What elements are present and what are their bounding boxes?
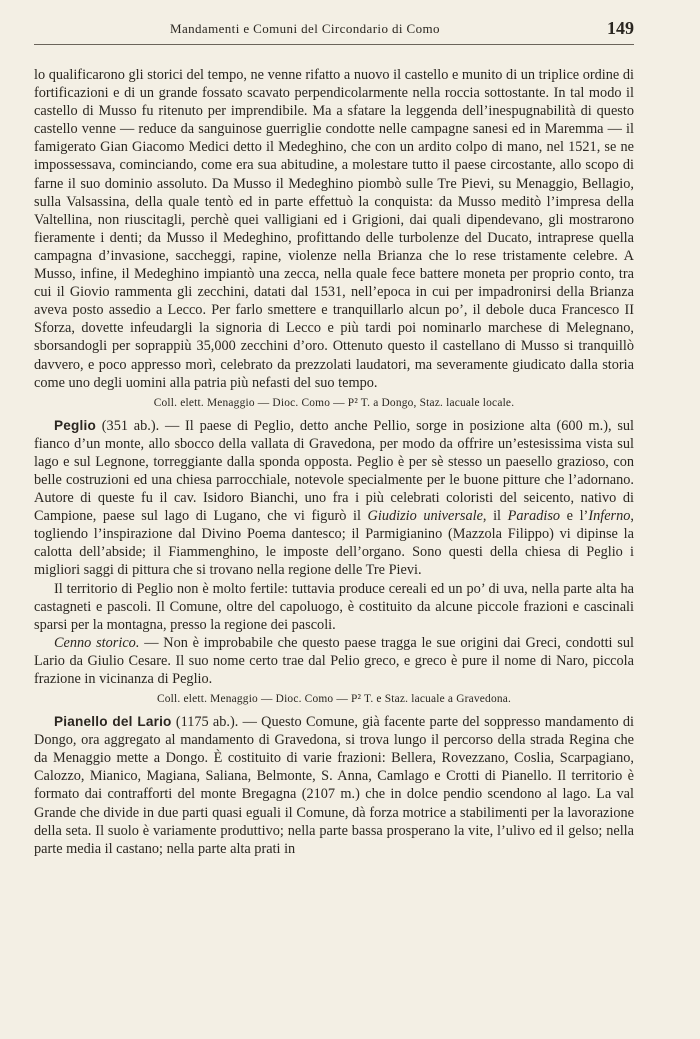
peglio-title-giudizio: Giudizio universale	[367, 508, 483, 525]
peglio-paragraph-3	[34, 634, 634, 688]
peglio-paragraph-1	[34, 417, 634, 580]
cenno-storico-label: Cenno storico.	[54, 634, 140, 651]
page-header	[34, 14, 634, 45]
page-number: 149	[607, 18, 634, 38]
peglio-text-d: , togliendo l’inspirazione dal Divino Poema dantesco; il Parmigianino (Mazzola Filippo) vi dipinse la calotta dell’abside; il Fiammenghino, le imposte dell’organo. Sono questi della chiesa di Peglio i migliori saggi di pittura che si trovano nella regione delle Tre Pievi.	[34, 508, 634, 579]
pianello-paragraph-1	[34, 713, 634, 858]
body-text	[34, 66, 634, 858]
musso-continued-paragraph: lo qualificarono gli storici del tempo, ne venne rifatto a nuovo il castello e munito di un triplice ordine di fortificazioni e di un grande fossato scavato perpendicolarmente nella roccia sottostante. In tal modo il castello di Musso fu ritenuto per imprendibile. Ma a sfatare la leggenda dell’inespugnabilità di questo castello venne — reduce da sanguinose guerriglie condotte nelle campagne sanesi ed in Maremma — il famigerato Gian Giacomo Medici detto il Medeghino, che con un ardito colpo di mano, nel 1521, se ne impossessava, cominciando, come era sua abitudine, a molestare tutto il paese circostante, allo scopo di farne il suo dominio assoluto. Da Musso il Medeghino piombò sulle Tre Pievi, su Menaggio, Bellagio, sulla Valsassina, della quale tentò ed in parte effettuò la conquista: da Musso meditò l’impresa della Valtellina, non riuscitagli, perchè quei valligiani ed i Grigioni, dai quali dipendevano, gli mostrarono fieramente i denti; da Musso il Medeghino, profittando delle turbolenze del Ducato, intraprese quella campagna d’invasione, saccheggi, rapine, violenze nella Brianza che lo rese tristamente celebre. A Musso, infine, il Medeghino impiantò una zecca, nella quale fece battere moneta per proprio conto, tra cui il Giovio rammenta gli zecchini, datati dal 1531, nell’epoca in cui per impadronirsi della Brianza aveva posto assedio a Lecco. Per farlo smettere e tranquillarlo alcun po’, il debole duca Francesco II Sforza, dovette infeudargli la signoria di Lecco e più tardi poi nominarlo marchese di Melegnano, sborsandogli per soprappiù 35,000 zecchini d’oro. Ottenuto questo il castellano di Musso si tranquillò davvero, e poco appresso morì, celebrato da prezzolati laudatori, ma severamente giudicato dalla storia come uno degli uomini alla patria più nefasti del suo tempo.	[34, 67, 634, 391]
peglio-title-inferno: Inferno	[588, 508, 631, 525]
peglio-entry-name: Peglio	[54, 417, 96, 433]
running-head: Mandamenti e Comuni del Circondario di Como	[170, 21, 440, 36]
musso-citation: Coll. elett. Menaggio — Dioc. Como — P² T. a Dongo, Staz. lacuale locale.	[153, 396, 515, 409]
pianello-entry-name: Pianello del Lario	[54, 714, 172, 730]
peglio-text-c: e l’	[560, 508, 589, 525]
peglio-paragraph-2: Il territorio di Peglio non è molto fertile: tuttavia produce cereali ed un po’ di uva, nella parte alta ha castagneti e pascoli. Il Comune, oltre del capoluogo, è costituito da alcune piccole frazioni e cascinali sparsi per la montagna, presso la regione dei pascoli.	[34, 580, 634, 633]
pianello-text: (1175 ab.). — Questo Comune, già facente parte del soppresso mandamento di Dongo, ora aggregato al mandamento di Gravedona, si trova lungo il percorso della strada Regina che da Menaggio mette a Dongo. È costituito di varie frazioni: Bellera, Rovezzano, Coslia, Scarpagiano, Calozzo, Mianico, Magiana, Saliana, Belmonte, S. Anna, Camlago e Crotti di Pianello. Il territorio è formato dai contrafforti del monte Bregagna (2107 m.) che in dolce pendio scendono al lago. La val Grande che divide in due parti quasi eguali il Comune, dà forza motrice a stabilimenti per la lavorazione della seta. Il suolo è variamente produttivo; nella parte bassa prosperano la vite, l’ulivo ed il gelso; nella parte media il castano; nella parte alta prati in	[34, 714, 634, 857]
peglio-text-a: (351 ab.). — Il paese di Peglio, detto anche Pellio, sorge in posizione alta (600 m.), sul fianco d’un monte, allo sbocco della vallata di Gravedona, per modo da offrire un’estesissima vista sul lago e sul Legnone, torreggiante dalla sponda opposta. Peglio è per sè stesso un paesello grazioso, con belle costruzioni ed una chiesa parrocchiale, notevole specialmente per le buone pitture che l’adornano. Autore di queste fu il cav. Isidoro Bianchi, uno fra i più celebrati coloristi del seicento, nativo di Campione, paese sul lago di Lugano, che vi figurò il	[34, 417, 634, 525]
peglio-title-paradiso: Paradiso	[507, 508, 561, 525]
peglio-text-history: — Non è improbabile che questo paese tragga le sue origini dai Greci, condotti sul Lario da Giulio Cesare. Il suo nome certo trae dal Pelio greco, e greco è pure il nome di Naro, piccola frazione in vicinanza di Peglio.	[34, 634, 634, 687]
peglio-text-b: , il	[482, 508, 508, 525]
peglio-citation: Coll. elett. Menaggio — Dioc. Como — P² T. e Staz. lacuale a Gravedona.	[156, 693, 512, 706]
